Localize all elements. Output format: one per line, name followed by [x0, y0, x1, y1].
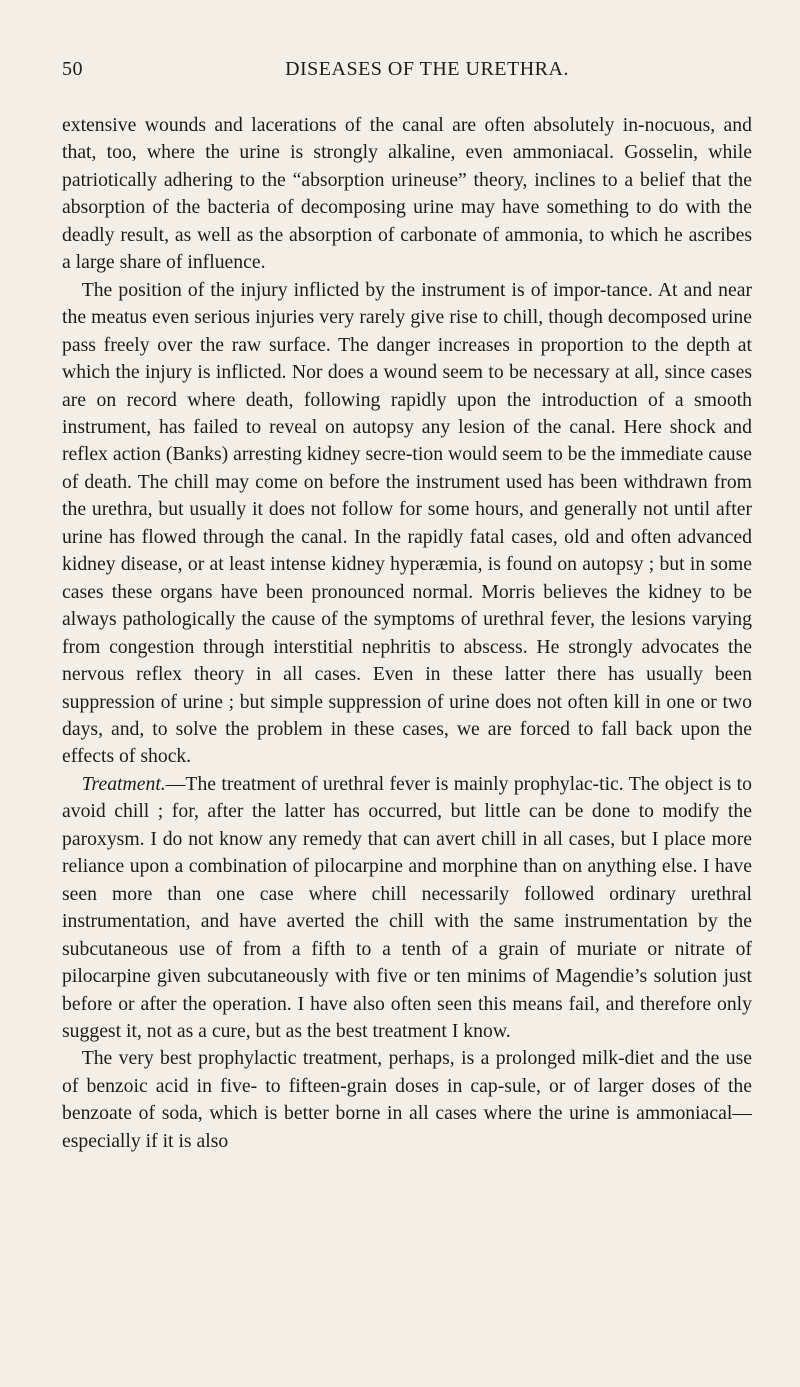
running-head [62, 58, 752, 92]
body-text [62, 112, 752, 1155]
page-number: 50 [62, 58, 83, 80]
paragraph-treatment [62, 771, 752, 1046]
running-title: DISEASES OF THE URETHRA. [285, 58, 569, 80]
treatment-heading: Treatment. [81, 772, 166, 795]
treatment-text: —The treatment of urethral fever is mainly prophylac-tic. The object is to avoid chill ; for, after the latter has occurred, but little can be done to modify the paroxysm. I do not know any remedy that can avert chill in all cases, but I place more reliance upon a combination of pilocarpine and morphine than on anything else. I have seen more than one case where chill necessarily followed ordinary urethral instrumentation, and have averted the chill with the same instrumentation by the subcutaneous use of from a fifth to a tenth of a grain of muriate or nitrate of pilocarpine given subcutaneously with five or ten minims of Magendie’s solution just before or after the operation. I have also often seen this means fail, and therefore only suggest it, not as a cure, but as the best treatment I know. [62, 772, 752, 1042]
paragraph-prophylactic: The very best prophylactic treatment, perhaps, is a prolonged milk-diet and the use of benzoic acid in five- to fifteen-grain doses in cap-sule, or of larger doses of the benzoate of soda, which is better borne in all cases where the urine is ammoniacal—especially if it is also [62, 1047, 752, 1152]
paragraph-continued: extensive wounds and lacerations of the canal are often absolutely in-nocuous, and that, too, where the urine is strongly alkaline, even ammoniacal. Gosselin, while patriotically adhering to the “absorption urineuse” theory, inclines to a belief that the absorption of the bacteria of decomposing urine may have something to do with the deadly result, as well as the absorption of carbonate of ammonia, to which he ascribes a large share of influence. [62, 114, 752, 274]
paragraph-injury-position: The position of the injury inflicted by the instrument is of impor-tance. At and near the meatus even serious injuries very rarely give rise to chill, though decomposed urine pass freely over the raw surface. The danger increases in proportion to the depth at which the injury is inflicted. Nor does a wound seem to be necessary at all, since cases are on record where death, following rapidly upon the introduction of a smooth instrument, has failed to reveal on autopsy any lesion of the canal. Here shock and reflex action (Banks) arresting kidney secre-tion would seem to be the immediate cause of death. The chill may come on before the instrument used has been withdrawn from the urethra, but usually it does not follow for some hours, and generally not until after urine has flowed through the canal. In the rapidly fatal cases, old and often advanced kidney disease, or at least intense kidney hyperæmia, is found on autopsy ; but in some cases these organs have been pronounced normal. Morris believes the kidney to be always pathologically the cause of the symptoms of urethral fever, the lesions varying from congestion through interstitial nephritis to abscess. He strongly advocates the nervous reflex theory in all cases. Even in these latter there has usually been suppression of urine ; but simple suppression of urine does not often kill in one or two days, and, to solve the problem in these cases, we are forced to fall back upon the effects of shock. [62, 278, 752, 768]
